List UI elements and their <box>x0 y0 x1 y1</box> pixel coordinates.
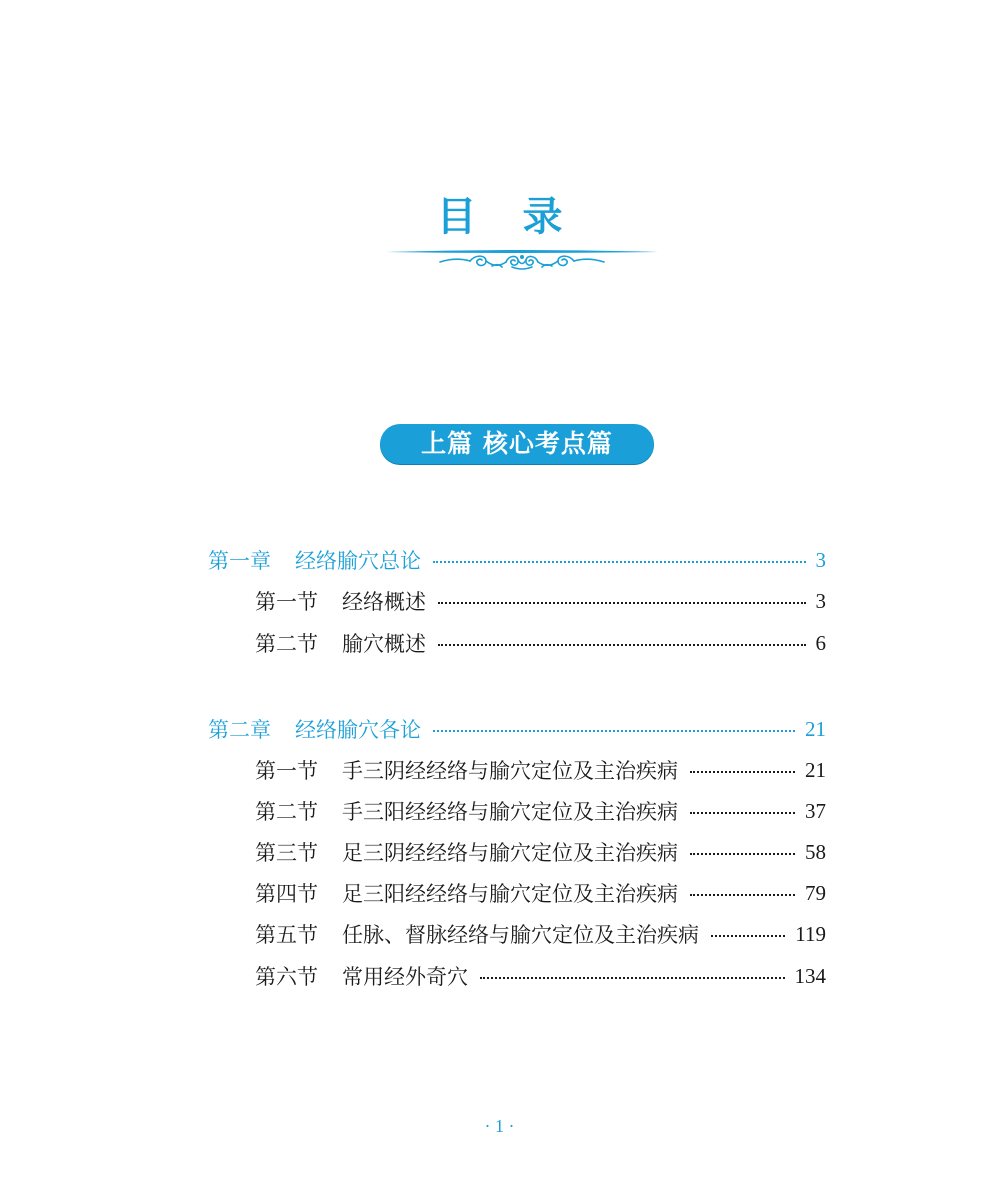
toc-chapter-1[interactable] <box>208 543 826 577</box>
chapter-page: 3 <box>815 547 826 572</box>
page-number: · 1 · <box>484 1116 515 1136</box>
section-title: 手三阳经经络与腧穴定位及主治疾病 <box>342 800 678 824</box>
toc-section[interactable] <box>255 626 826 660</box>
toc-section[interactable] <box>255 917 826 951</box>
section-page: 37 <box>805 798 826 823</box>
section-number: 第四节 <box>255 882 318 906</box>
section-title: 足三阴经经络与腧穴定位及主治疾病 <box>342 841 678 865</box>
section-page: 79 <box>805 880 826 905</box>
dot-leader <box>690 812 795 814</box>
section-number: 第二节 <box>255 800 318 824</box>
dot-leader <box>480 977 785 979</box>
dot-leader <box>690 894 795 896</box>
dot-leader <box>711 935 785 937</box>
dot-leader <box>438 644 806 646</box>
toc-section[interactable] <box>255 584 826 618</box>
section-page: 6 <box>815 630 826 655</box>
title-char-1: 目 <box>436 193 477 240</box>
section-number: 第一节 <box>255 590 318 614</box>
section-title: 经络概述 <box>342 590 426 614</box>
toc-section[interactable] <box>255 959 826 993</box>
section-title: 常用经外奇穴 <box>342 965 468 989</box>
title-char-2: 录 <box>522 193 563 240</box>
section-title: 任脉、督脉经络与腧穴定位及主治疾病 <box>342 923 699 947</box>
section-number: 第六节 <box>255 965 318 989</box>
dot-leader <box>438 602 806 604</box>
section-number: 第二节 <box>255 632 318 656</box>
dot-leader <box>433 561 806 563</box>
title-ornament <box>384 245 660 275</box>
section-number: 第五节 <box>255 923 318 947</box>
toc-section[interactable] <box>255 835 826 869</box>
section-number: 第三节 <box>255 841 318 865</box>
section-page: 134 <box>794 963 826 988</box>
chapter-number: 第一章 <box>208 549 271 573</box>
chapter-number: 第二章 <box>208 718 271 742</box>
toc-section[interactable] <box>255 753 826 787</box>
toc-chapter-2[interactable] <box>208 712 826 746</box>
part-banner: 上篇 核心考点篇 <box>380 424 654 464</box>
dot-leader <box>433 730 795 732</box>
section-page: 58 <box>805 839 826 864</box>
dot-leader <box>690 853 795 855</box>
section-page: 3 <box>815 588 826 613</box>
chapter-title: 经络腧穴总论 <box>295 549 421 573</box>
section-title: 手三阴经经络与腧穴定位及主治疾病 <box>342 759 678 783</box>
section-page: 21 <box>805 757 826 782</box>
section-number: 第一节 <box>255 759 318 783</box>
chapter-page: 21 <box>805 716 826 741</box>
page-title <box>0 192 999 242</box>
section-title: 腧穴概述 <box>342 632 426 656</box>
dot-leader <box>690 771 795 773</box>
section-title: 足三阳经经络与腧穴定位及主治疾病 <box>342 882 678 906</box>
section-page: 119 <box>795 921 826 946</box>
chapter-title: 经络腧穴各论 <box>295 718 421 742</box>
toc-section[interactable] <box>255 876 826 910</box>
toc-section[interactable] <box>255 794 826 828</box>
